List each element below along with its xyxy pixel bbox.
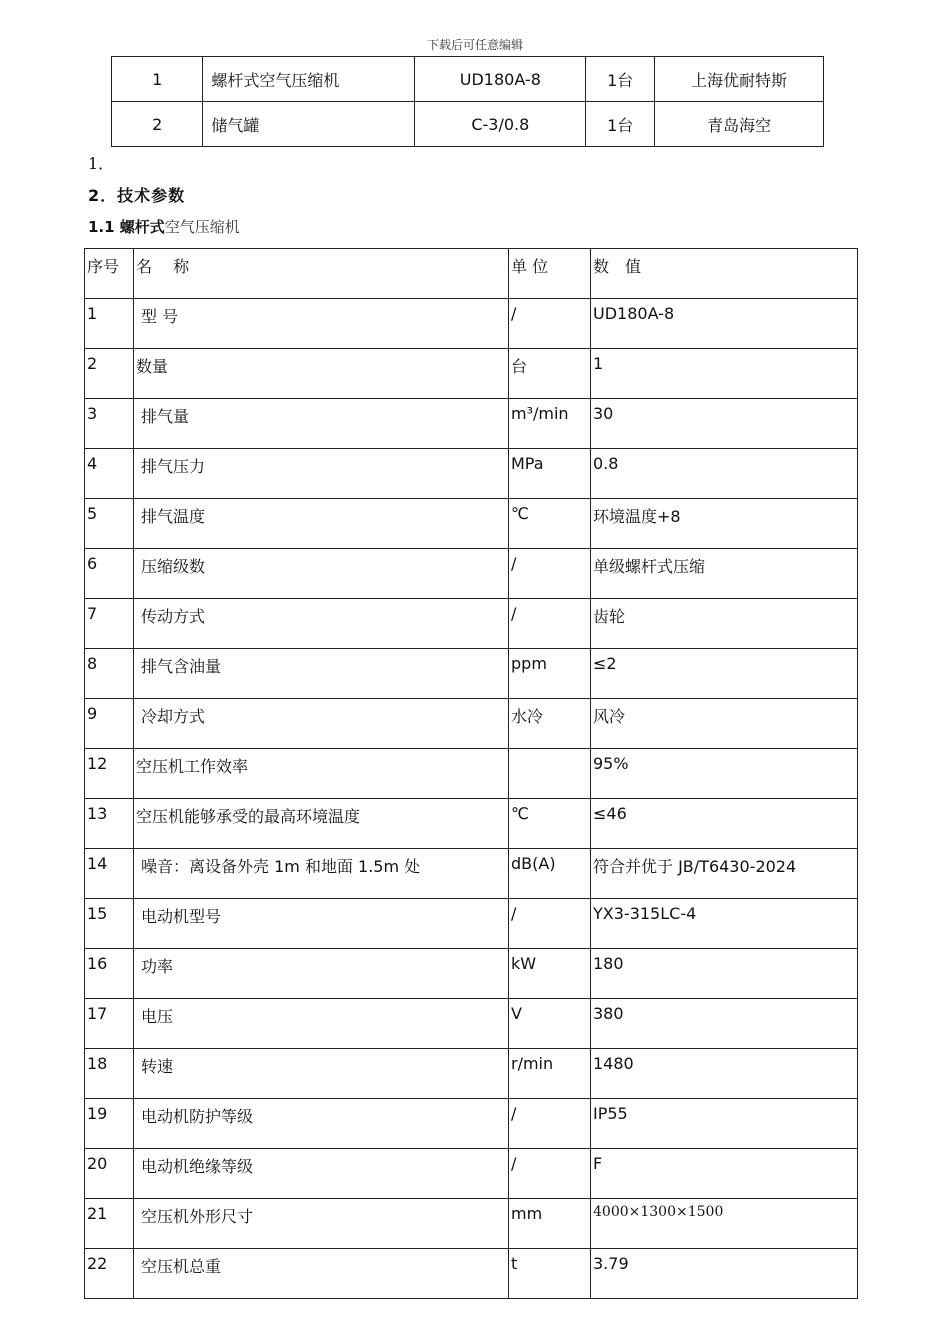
param-name-text: 空压机能够承受的最高环境温度: [136, 807, 361, 826]
table-row: [85, 999, 858, 1049]
param-unit-cell: /: [509, 899, 591, 949]
equipment-qty-cell: 1台: [586, 57, 655, 102]
param-unit-cell: [509, 749, 591, 799]
equipment-name-cell: 螺杆式空气压缩机: [203, 57, 415, 102]
param-unit-cell: /: [509, 549, 591, 599]
table-row: [85, 799, 858, 849]
param-value-cell: YX3-315LC-4: [591, 899, 858, 949]
param-name-text: 排气压力: [141, 457, 206, 476]
header-no: 序号: [85, 249, 134, 299]
param-name-cell: [134, 399, 509, 449]
param-name-text: 排气量: [141, 407, 190, 426]
equipment-model-cell: C-3/0.8: [415, 102, 586, 147]
param-no-cell: 18: [85, 1049, 134, 1099]
equipment-qty-cell: 1台: [586, 102, 655, 147]
param-value-cell: F: [591, 1149, 858, 1199]
param-value-cell: 0.8: [591, 449, 858, 499]
table-row: [112, 57, 824, 102]
param-value-cell: 1: [591, 349, 858, 399]
param-name-cell: [134, 949, 509, 999]
page-header: 下载后可任意编辑: [426, 38, 523, 52]
param-no-cell: 14: [85, 849, 134, 899]
table-row: [85, 949, 858, 999]
table-row: [85, 1199, 858, 1249]
param-value-cell: UD180A-8: [591, 299, 858, 349]
table-header-row: [85, 249, 858, 299]
param-value-cell: ≤2: [591, 649, 858, 699]
param-value-cell: IP55: [591, 1099, 858, 1149]
table-row: [112, 102, 824, 147]
param-no-cell: 4: [85, 449, 134, 499]
header-value: 数 值: [591, 249, 858, 299]
param-no-cell: 8: [85, 649, 134, 699]
param-name-cell: [134, 1199, 509, 1249]
param-value-cell: ≤46: [591, 799, 858, 849]
param-unit-cell: /: [509, 299, 591, 349]
param-name-text: 电动机防护等级: [141, 1107, 254, 1126]
param-no-cell: 1: [85, 299, 134, 349]
param-value-cell: 环境温度+8: [591, 499, 858, 549]
equipment-name-cell: 储气罐: [203, 102, 415, 147]
param-name-text: 转速: [141, 1057, 174, 1076]
param-unit-cell: mm: [509, 1199, 591, 1249]
param-unit-cell: m³/min: [509, 399, 591, 449]
param-name-text: 排气温度: [141, 507, 206, 526]
param-name-cell: [134, 849, 509, 899]
param-unit-cell: 台: [509, 349, 591, 399]
param-name-cell: [134, 1249, 509, 1299]
equipment-no-cell: 1: [112, 57, 203, 102]
table-row: [85, 749, 858, 799]
param-no-cell: 20: [85, 1149, 134, 1199]
table-row: [85, 699, 858, 749]
param-value-cell: 380: [591, 999, 858, 1049]
param-name-text: 冷却方式: [141, 707, 206, 726]
param-name-text: 空压机外形尺寸: [141, 1207, 254, 1226]
equipment-no-cell: 2: [112, 102, 203, 147]
param-name-text: 功率: [141, 957, 174, 976]
param-name-cell: [134, 1149, 509, 1199]
param-unit-cell: r/min: [509, 1049, 591, 1099]
table-row: [85, 299, 858, 349]
param-no-cell: 6: [85, 549, 134, 599]
param-name-cell: [134, 799, 509, 849]
param-no-cell: 16: [85, 949, 134, 999]
table-row: [85, 649, 858, 699]
header-name: 名 称: [134, 249, 509, 299]
table-row: [85, 399, 858, 449]
param-name-cell: [134, 1099, 509, 1149]
param-unit-cell: V: [509, 999, 591, 1049]
equipment-model-cell: UD180A-8: [415, 57, 586, 102]
param-name-text: 噪音：离设备外壳 1m 和地面 1.5m 处: [141, 857, 421, 876]
param-name-cell: [134, 749, 509, 799]
param-unit-cell: /: [509, 599, 591, 649]
param-name-cell: [134, 299, 509, 349]
param-name-text: 数量: [136, 357, 169, 376]
param-unit-cell: ℃: [509, 799, 591, 849]
param-no-cell: 19: [85, 1099, 134, 1149]
param-unit-cell: /: [509, 1149, 591, 1199]
param-name-text: 电动机绝缘等级: [141, 1157, 254, 1176]
param-name-cell: [134, 599, 509, 649]
equipment-table: [111, 56, 824, 147]
param-name-text: 型 号: [141, 307, 179, 326]
equipment-maker-cell: 青岛海空: [655, 102, 824, 147]
table-row: [85, 1049, 858, 1099]
param-name-text: 传动方式: [141, 607, 206, 626]
equipment-maker-cell: 上海优耐特斯: [655, 57, 824, 102]
param-unit-cell: /: [509, 1099, 591, 1149]
param-unit-cell: t: [509, 1249, 591, 1299]
param-name-cell: [134, 349, 509, 399]
param-no-cell: 17: [85, 999, 134, 1049]
param-unit-cell: 水冷: [509, 699, 591, 749]
param-unit-cell: ℃: [509, 499, 591, 549]
param-value-cell: 30: [591, 399, 858, 449]
table-row: [85, 449, 858, 499]
list-item-1: 1．: [88, 154, 115, 173]
section-heading-rest: 空气压缩机: [164, 218, 240, 236]
param-value-cell: 风冷: [591, 699, 858, 749]
param-no-cell: 12: [85, 749, 134, 799]
param-no-cell: 15: [85, 899, 134, 949]
section-heading-bold: 1.1 螺杆式: [88, 218, 165, 236]
param-unit-cell: ppm: [509, 649, 591, 699]
param-no-cell: 2: [85, 349, 134, 399]
param-name-text: 电压: [141, 1007, 174, 1026]
param-name-cell: [134, 699, 509, 749]
section-heading-1-1: [88, 216, 240, 237]
param-value-cell: 单级螺杆式压缩: [591, 549, 858, 599]
param-value-cell: 齿轮: [591, 599, 858, 649]
table-row: [85, 1149, 858, 1199]
param-no-cell: 13: [85, 799, 134, 849]
param-no-cell: 3: [85, 399, 134, 449]
table-row: [85, 499, 858, 549]
table-row: [85, 599, 858, 649]
param-name-cell: [134, 999, 509, 1049]
table-row: [85, 549, 858, 599]
param-value-cell: 1480: [591, 1049, 858, 1099]
table-row: [85, 349, 858, 399]
param-no-cell: 21: [85, 1199, 134, 1249]
table-row: [85, 1249, 858, 1299]
param-unit-cell: dB(A): [509, 849, 591, 899]
param-no-cell: 7: [85, 599, 134, 649]
param-name-cell: [134, 649, 509, 699]
param-value-cell: 3.79: [591, 1249, 858, 1299]
table-row: [85, 1099, 858, 1149]
param-no-cell: 22: [85, 1249, 134, 1299]
param-unit-cell: MPa: [509, 449, 591, 499]
param-value-cell: 180: [591, 949, 858, 999]
param-value-cell: 符合并优于 JB/T6430-2024: [591, 849, 858, 899]
param-name-text: 空压机工作效率: [136, 757, 249, 776]
header-unit: 单 位: [509, 249, 591, 299]
param-name-text: 电动机型号: [141, 907, 222, 926]
param-name-cell: [134, 1049, 509, 1099]
param-name-cell: [134, 449, 509, 499]
param-value-cell: 95%: [591, 749, 858, 799]
param-name-cell: [134, 899, 509, 949]
param-value-cell: 4000×1300×1500: [591, 1199, 858, 1249]
param-name-cell: [134, 499, 509, 549]
parameter-table: [84, 248, 858, 1299]
param-no-cell: 5: [85, 499, 134, 549]
param-unit-cell: kW: [509, 949, 591, 999]
param-no-cell: 9: [85, 699, 134, 749]
param-name-cell: [134, 549, 509, 599]
table-row: [85, 849, 858, 899]
param-name-text: 压缩级数: [141, 557, 206, 576]
param-name-text: 空压机总重: [141, 1257, 222, 1276]
table-row: [85, 899, 858, 949]
param-name-text: 排气含油量: [141, 657, 222, 676]
section-heading-2: 2．技术参数: [88, 186, 186, 205]
